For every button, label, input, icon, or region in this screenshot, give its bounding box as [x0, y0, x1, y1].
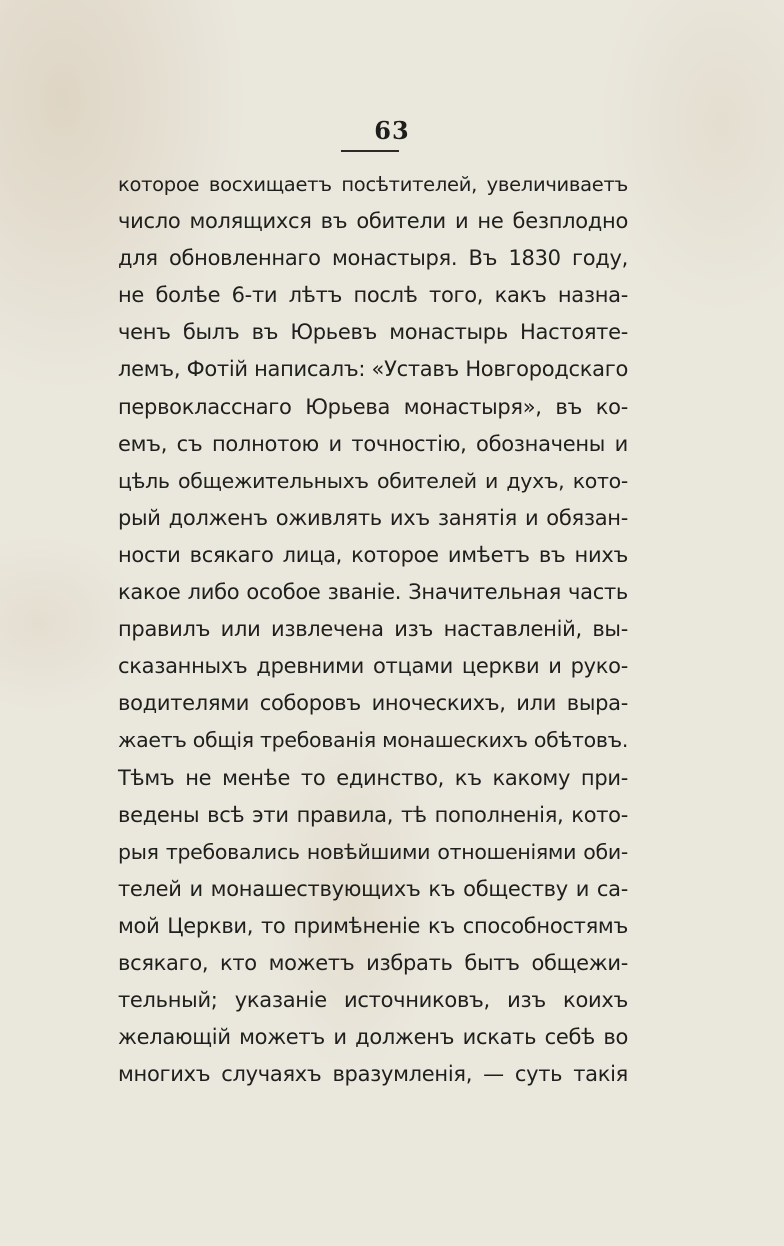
- text-line: жаетъ общія требованія монашескихъ обѣтовъ.: [118, 728, 629, 753]
- text-line: телей и монашествующихъ къ обществу и са-: [118, 876, 628, 901]
- text-line: какое либо особое званіе. Значительная часть: [118, 580, 628, 605]
- text-line: желающій можетъ и долженъ искать себѣ во: [118, 1025, 628, 1050]
- text-line: сказанныхъ древними отцами церкви и руко-: [118, 654, 628, 679]
- text-line: многихъ случаяхъ вразумленія, — суть такія: [118, 1062, 628, 1087]
- text-line: число молящихся въ обители и не безплодно: [118, 209, 628, 234]
- text-line: не болѣе 6-ти лѣтъ послѣ того, какъ назна-: [118, 283, 628, 308]
- text-line: которое восхищаетъ посѣтителей, увеличиваетъ: [118, 173, 628, 196]
- text-line: рый долженъ оживлять ихъ занятія и обязан-: [118, 505, 628, 530]
- page-number: 63: [374, 116, 410, 145]
- page-number-rule: [341, 150, 399, 152]
- text-line: ведены всѣ эти правила, тѣ пополненія, кото-: [118, 802, 628, 827]
- text-line: всякаго, кто можетъ избрать бытъ общежи-: [118, 950, 628, 975]
- text-line: лемъ, Фотій написалъ: «Уставъ Новгородскаго: [118, 357, 628, 382]
- text-line: рыя требовались новѣйшими отношеніями оби-: [118, 839, 628, 864]
- text-line: водителями соборовъ иноческихъ, или выра-: [118, 691, 628, 716]
- text-line: правилъ или извлечена изъ наставленій, вы-: [118, 617, 628, 642]
- text-line: цѣль общежительныхъ обителей и духъ, кото-: [118, 468, 628, 493]
- text-line: для обновленнаго монастыря. Въ 1830 году,: [118, 246, 628, 271]
- text-line: тельный; указаніе источниковъ, изъ коихъ: [118, 988, 628, 1013]
- text-line: мой Церкви, то примѣненіе къ способностямъ: [118, 913, 628, 938]
- body-text: [118, 166, 628, 1093]
- text-line: ности всякаго лица, которое имѣетъ въ нихъ: [118, 542, 628, 567]
- text-line: емъ, съ полнотою и точностію, обозначены и: [118, 431, 628, 456]
- text-line: ченъ былъ въ Юрьевъ монастырь Настояте-: [118, 320, 628, 345]
- text-line: первокласснаго Юрьева монастыря», въ ко-: [118, 394, 628, 419]
- text-line: Тѣмъ не менѣе то единство, къ какому при-: [118, 765, 628, 790]
